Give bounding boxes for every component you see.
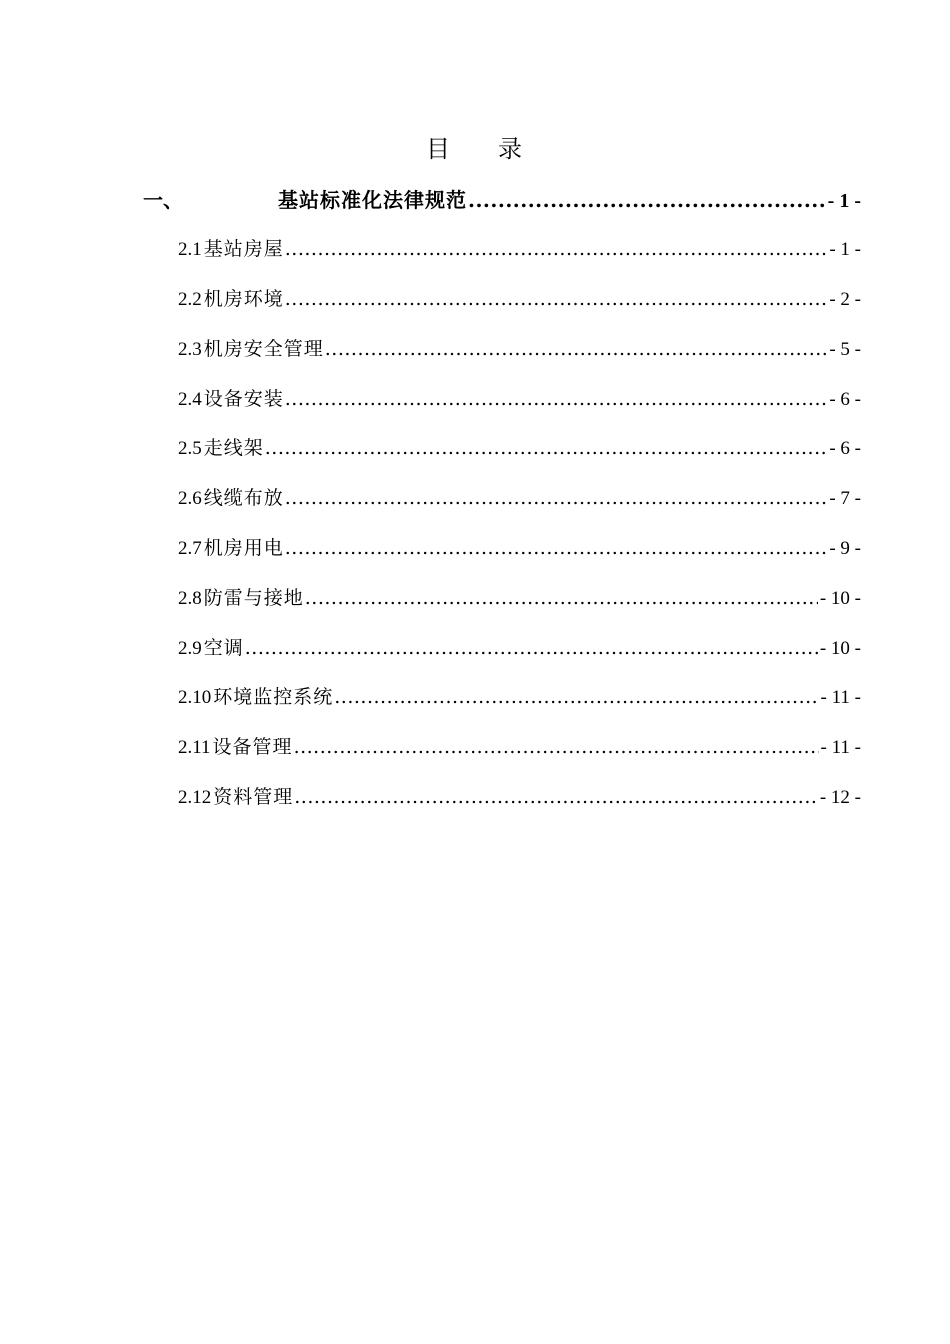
toc-entry-number: 2.11 [178,737,211,758]
toc-title-right: 录 [498,135,524,163]
toc-entry-number: 2.12 [178,787,212,808]
toc-entry-page: - 2 - [829,289,861,310]
toc-entry[interactable] [178,777,861,817]
toc-entry-number: 2.5 [178,438,202,459]
toc-entry-number: 2.7 [178,538,202,559]
toc-entry-number: 2.10 [178,687,212,708]
toc-entry-number: 2.4 [178,389,202,410]
toc-title [0,132,950,166]
toc-entry[interactable] [178,528,861,568]
toc-entry[interactable] [178,379,861,419]
toc-entry[interactable] [178,578,861,618]
toc-entry-label: 防雷与接地 [203,587,304,609]
toc-entry-label: 环境监控系统 [213,686,334,708]
toc-entry-page: - 9 - [829,538,861,559]
toc-entry-label: 机房用电 [203,537,284,559]
toc-title-left: 目 [426,135,452,163]
toc-leader-dots [294,727,819,767]
toc-entry-page: - 10 - [819,638,861,659]
toc-entry-label: 走线架 [203,437,264,459]
toc-entry-page: - 1 - [829,239,861,260]
toc-entry-label: 基站房屋 [203,238,284,260]
toc-entry-page: - 6 - [829,389,861,410]
toc-entry-label: 机房安全管理 [203,338,324,360]
toc-entry-page: - 7 - [829,488,861,509]
toc-entry-number: 2.3 [178,339,202,360]
toc-leader-dots [285,229,828,269]
toc-entry[interactable] [178,279,861,319]
toc-leader-dots [334,677,818,717]
toc-leader-dots [285,279,828,319]
toc-entry-label: 线缆布放 [203,487,284,509]
toc-entry-page: - 10 - [819,588,861,609]
toc-entry-number: 2.1 [178,239,202,260]
toc-chapter-page: - 1 - [827,190,861,212]
toc-entry-page: - 6 - [829,438,861,459]
toc-entry-page: - 5 - [829,339,861,360]
toc-entry[interactable] [178,628,861,668]
toc-entry-page: - 11 - [820,737,861,758]
toc-entry[interactable] [178,329,861,369]
toc-entry-label: 设备管理 [212,736,293,758]
toc-entry-number: 2.9 [178,638,202,659]
toc-leader-dots [325,329,828,369]
toc-entry[interactable] [178,428,861,468]
toc-leader-dots [285,528,828,568]
toc-entry[interactable] [178,727,861,767]
toc-leader-dots [245,628,818,668]
toc-entry-label: 资料管理 [213,786,294,808]
toc-entry-label: 机房环境 [203,288,284,310]
toc-leader-dots [285,379,828,419]
toc-leader-dots [294,777,818,817]
toc-entry[interactable] [178,478,861,518]
toc-leader-dots [468,180,826,220]
toc-entry-number: 2.2 [178,289,202,310]
toc-entry-label: 空调 [203,637,244,659]
toc-chapter-entry[interactable] [143,180,861,220]
toc-leader-dots [265,428,828,468]
toc-entry-label: 设备安装 [203,388,284,410]
toc-entry-number: 2.8 [178,588,202,609]
toc-entry-page: - 11 - [820,687,861,708]
toc-entry[interactable] [178,229,861,269]
toc-leader-dots [305,578,818,618]
toc-entry-page: - 12 - [819,787,861,808]
toc-chapter-label: 基站标准化法律规范 [278,188,467,212]
toc-leader-dots [285,478,828,518]
toc-entry[interactable] [178,677,861,717]
toc-chapter-number: 一、 [143,188,183,212]
toc-entry-number: 2.6 [178,488,202,509]
